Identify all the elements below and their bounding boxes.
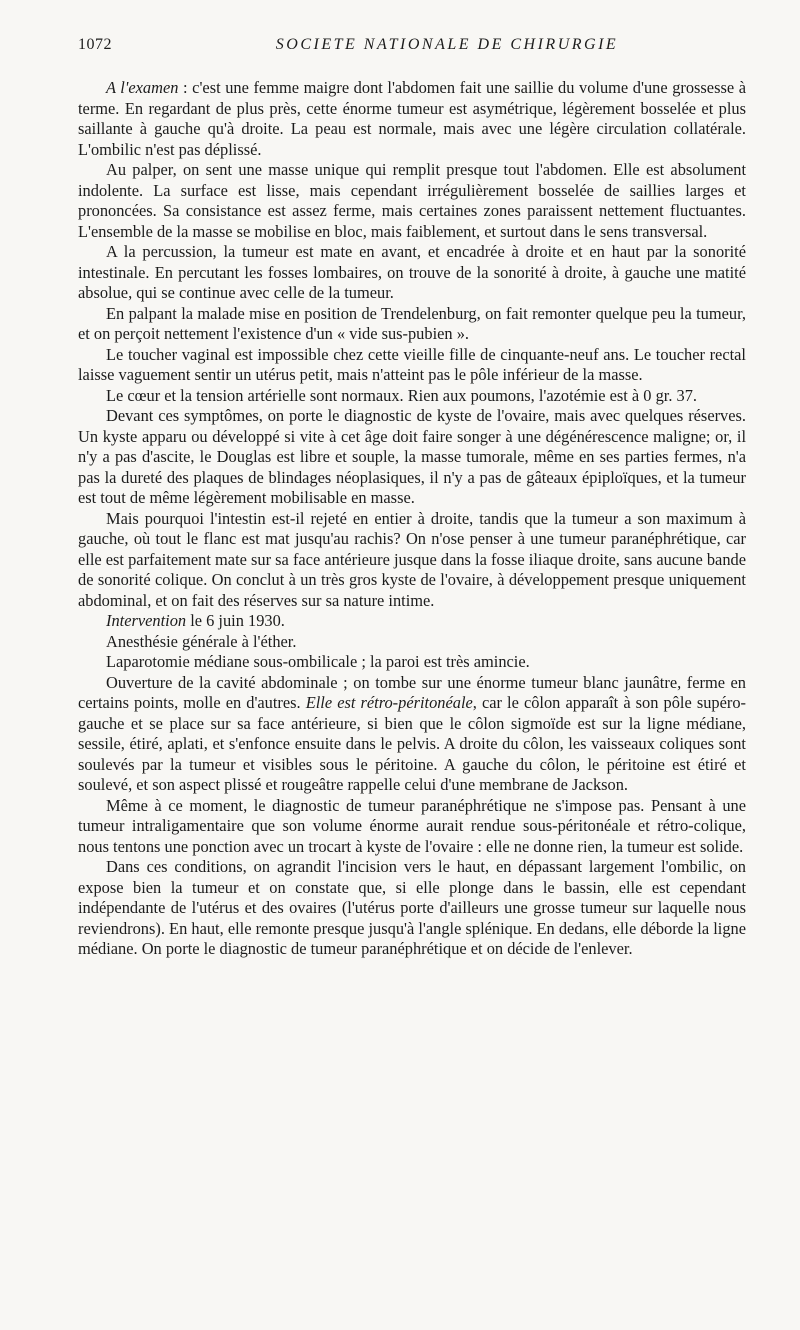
inline-emphasis: Elle est rétro-péritonéale [305,693,473,712]
paragraph: Même à ce moment, le diagnostic de tumeur paranéphrétique ne s'impose pas. Pensant à une tumeur intraligamentaire que son volume énorme aurait rendue sous-péritonéale et rétro-colique, nous tentons une ponction avec un trocart à kyste de l'ovaire : elle ne donne rien, la tumeur est solide. [78,795,746,856]
body-text [78,78,746,960]
paragraph: Devant ces symptômes, on porte le diagnostic de kyste de l'ovaire, mais avec quelques réserves. Un kyste apparu ou développé si vite à cet âge doit faire songer à une dégénérescence maligne; or, il n'y a pas d'ascite, le Douglas est libre et souple, la masse tumorale, même en ses parties fermes, n'a pas la dureté des plaques de blindages néoplasiques, il n'y a pas de gâteaux épiploïques, et la tumeur est tout de même légèrement mobilisable en masse. [78,406,746,507]
paragraph: Mais pourquoi l'intestin est-il rejeté en entier à droite, tandis que la tumeur a son maximum à gauche, où tout le flanc est mat jusqu'au rachis? On n'ose penser à une tumeur paranéphrétique, car elle est parfaitement mate sur sa face antérieure jusque dans la fosse iliaque droite, sans aucune bande de sonorité colique. On conclut à un très gros kyste de l'ovaire, à développement presque uniquement abdominal, et on fait des réserves sur sa nature intime. [78,508,746,610]
paragraph: A l'examen : c'est une femme maigre dont l'abdomen fait une saillie du volume d'une grossesse à terme. En regardant de plus près, cette énorme tumeur est asymétrique, légèrement bosselée et plus saillante à gauche qu'à droite. La peau est normale, mais avec une légère circulation collatérale. L'ombilic n'est pas déplissé. [78,78,746,159]
paragraph: Ouverture de la cavité abdominale ; on tombe sur une énorme tumeur blanc jaunâtre, ferme en certains points, molle en d'autres. Elle est rétro-péritonéale, car le côlon apparaît à son pôle supéro-gauche et se place sur sa face antérieure, si bien que le côlon sigmoïde est sur la ligne médiane, sessile, étiré, aplati, et s'enfonce ensuite dans le pelvis. A droite du côlon, les vaisseaux coliques sont soulevés par la tumeur et visibles sous le péritoine. A gauche du côlon, le péritoine est étiré et soulevé, et son aspect plissé et rougeâtre rappelle celui d'une membrane de Jackson. [78,672,746,794]
page-header [78,36,746,58]
paragraph: En palpant la malade mise en position de Trendelenburg, on fait remonter quelque peu la tumeur, et on perçoit nettement l'existence d'un « vide sus-pubien ». [78,303,746,343]
section-lead: Intervention [106,611,187,630]
paragraph: Le cœur et la tension artérielle sont normaux. Rien aux poumons, l'azotémie est à 0 gr. 37. [106,385,698,405]
paragraph: Laparotomie médiane sous-ombilicale ; la paroi est très amincie. [106,652,530,671]
running-title: SOCIETE NATIONALE DE CHIRURGIE [275,36,619,53]
section-lead: A l'examen [106,78,179,97]
page-number: 1072 [78,36,112,53]
paragraph: Anesthésie générale à l'éther. [106,631,297,651]
paragraph: A la percussion, la tumeur est mate en avant, et encadrée à droite et en haut par la sonorité intestinale. En percutant les fosses lombaires, on trouve de la sonorité à droite, à gauche une matité absolue, qui se continue avec celle de la tumeur. [78,242,746,302]
paragraph: Intervention le 6 juin 1930. [106,611,285,630]
paragraph: Au palper, on sent une masse unique qui remplit presque tout l'abdomen. Elle est absolument indolente. La surface est lisse, mais cependant irrégulièrement bosselée de saillies larges et prononcées. Sa consistance est assez ferme, mais certaines zones paraissent nettement fluctuantes. L'ensemble de la masse se mobilise en bloc, mais faiblement, et surtout dans le sens transversal. [78,160,746,241]
paragraph: Dans ces conditions, on agrandit l'incision vers le haut, en dépassant largement l'ombilic, on expose bien la tumeur et on constate que, si elle plonge dans le bassin, elle est cependant indépendante de l'utérus et des ovaires (l'utérus porte d'ailleurs une grosse tumeur sur laquelle nous reviendrons). En haut, elle remonte presque jusqu'à l'angle splénique. En dedans, elle déborde la ligne médiane. On porte le diagnostic de tumeur paranéphrétique et on décide de l'enlever. [78,857,746,958]
paragraph: Le toucher vaginal est impossible chez cette vieille fille de cinquante-neuf ans. Le toucher rectal laisse vaguement sentir un utérus petit, mais n'atteint pas le pôle inférieur de la masse. [78,344,746,384]
